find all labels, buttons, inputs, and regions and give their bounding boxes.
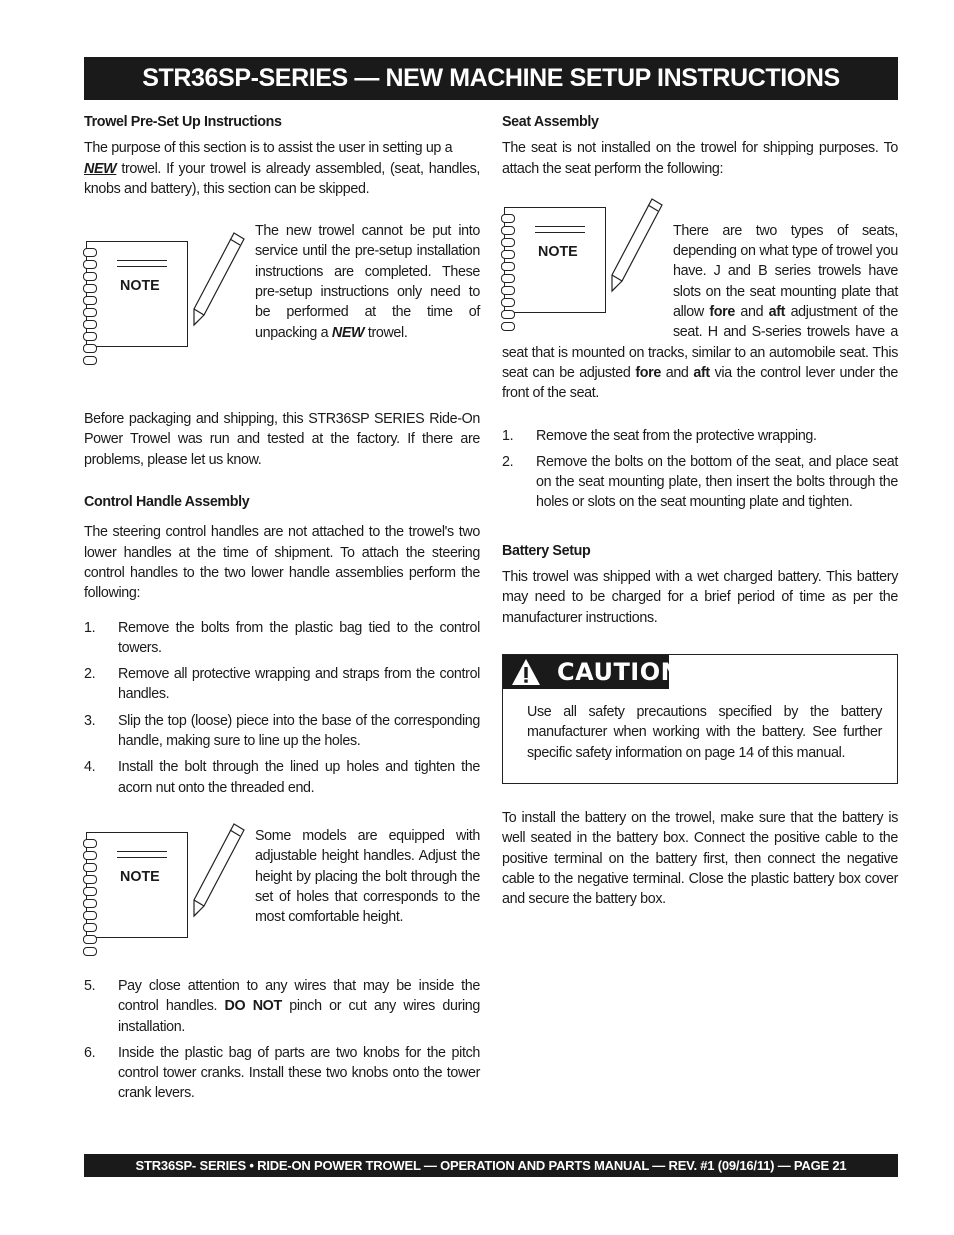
left-column bbox=[84, 112, 480, 1110]
caution-banner bbox=[503, 655, 682, 689]
note-text-1: The new trowel cannot be put into service until the pre-setup installation instructions are completed. These pre-setup instructions only need to be performed at the time of unpacking a NEW trowel. bbox=[255, 223, 480, 341]
warning-triangle-icon bbox=[511, 658, 541, 686]
control-heading: Control Handle Assembly bbox=[84, 494, 250, 511]
preset-paragraph-2: Before packaging and shipping, this STR36SP SERIES Ride-On Power Trowel was run and tested at the factory. If there are problems, please let us know. bbox=[84, 411, 480, 468]
note-notebook-icon bbox=[504, 207, 606, 313]
seat-paragraph: The seat is not installed on the trowel for shipping purposes. To attach the seat perform the following: bbox=[502, 140, 898, 177]
page-footer: STR36SP- SERIES • RIDE-ON POWER TROWEL — OPERATION AND PARTS MANUAL — REV. #1 (09/16/11) — PAGE 21 bbox=[84, 1154, 898, 1177]
control-paragraph: The steering control handles are not attached to the trowel's two lower handles at the time of shipment. To attach the steering control handles to the two lower handle assemblies perform the following: bbox=[84, 524, 480, 602]
pencil-icon bbox=[608, 195, 664, 295]
list-item: 6. Inside the plastic bag of parts are two knobs for the pitch control tower cranks. Install these two knobs onto the tower crank levers. bbox=[84, 1044, 480, 1102]
note-label: NOTE bbox=[120, 868, 160, 885]
list-item: 5. Pay close attention to any wires that may be inside the control handles. DO NOT pinch or cut any wires during installation. bbox=[84, 977, 481, 1035]
note-text-2: Some models are equipped with adjustable height handles. Adjust the height by placing the bolt through the set of holes that corresponds to the most comfortable height. bbox=[255, 827, 480, 926]
list-item: 2. Remove the bolts on the bottom of the seat, and place seat on the seat mounting plate, then insert the bolts through the holes or slots on the seat mounting plate and tighten. bbox=[502, 453, 898, 511]
seat-heading: Seat Assembly bbox=[502, 114, 599, 130]
caution-label: CAUTION bbox=[557, 657, 682, 686]
spiral-binding-icon bbox=[83, 248, 97, 368]
right-column bbox=[502, 112, 898, 909]
caution-box bbox=[502, 654, 898, 784]
battery-paragraph-2: To install the battery on the trowel, make sure that the battery is well seated in the battery box. Connect the positive cable to the positive terminal on the battery first, then connect the negative cable to the negative terminal. Close the plastic battery box cover and secure the battery box. bbox=[502, 809, 898, 908]
new-emphasis: NEW bbox=[84, 160, 117, 177]
control-steps-list-continued bbox=[84, 976, 480, 1104]
list-item: 3. Slip the top (loose) piece into the base of the corresponding handle, making sure to line up the holes. bbox=[84, 712, 480, 750]
spiral-binding-icon bbox=[501, 214, 515, 334]
pencil-icon bbox=[190, 820, 246, 920]
list-item: 1. Remove the bolts from the plastic bag tied to the control towers. bbox=[84, 619, 480, 656]
list-item: 4. Install the bolt through the lined up holes and tighten the acorn nut onto the threaded end. bbox=[84, 759, 480, 796]
note-label: NOTE bbox=[120, 278, 160, 295]
spiral-binding-icon bbox=[83, 839, 97, 959]
list-item: 2. Remove all protective wrapping and straps from the control handles. bbox=[84, 666, 480, 703]
note-notebook-icon bbox=[86, 832, 188, 938]
list-item: 1. Remove the seat from the protective wrapping. bbox=[502, 427, 817, 444]
note-text-3: There are two types of seats, depending on what type of trowel you have. J and B series trowels have slots on the seat mounting plate that allow fore and aft adjustment of the seat. H and S-series trowels have a seat that is mounted on tracks, similar to an automobile seat. This seat can be adjusted fore and aft via the control lever under the front of the seat. bbox=[502, 222, 898, 402]
caution-text: Use all safety precautions specified by the battery manufacturer when working with the battery. See further specific safety information on page 14 of this manual. bbox=[527, 703, 882, 761]
pencil-icon bbox=[190, 229, 246, 329]
note-label: NOTE bbox=[538, 243, 578, 260]
note-callout-2 bbox=[84, 826, 480, 966]
page-title: STR36SP-SERIES — NEW MACHINE SETUP INSTRUCTIONS bbox=[84, 57, 898, 100]
note-notebook-icon bbox=[86, 241, 188, 347]
seat-steps-list bbox=[502, 426, 898, 513]
note-icon-group bbox=[502, 201, 673, 325]
note-callout-3 bbox=[502, 201, 898, 404]
control-steps-list bbox=[84, 618, 480, 798]
battery-heading: Battery Setup bbox=[502, 542, 591, 559]
preset-heading: Trowel Pre-Set Up Instructions bbox=[84, 114, 282, 130]
battery-paragraph-1: This trowel was shipped with a wet charged battery. This battery may need to be charged for a brief period of time as per the manufacturer instructions. bbox=[502, 569, 898, 626]
note-callout-1 bbox=[84, 221, 480, 391]
preset-paragraph-1: The purpose of this section is to assist the user in setting up a NEW trowel. If your trowel is already assembled, (seat, handles, knobs and battery), this section can be skipped. bbox=[84, 140, 480, 197]
